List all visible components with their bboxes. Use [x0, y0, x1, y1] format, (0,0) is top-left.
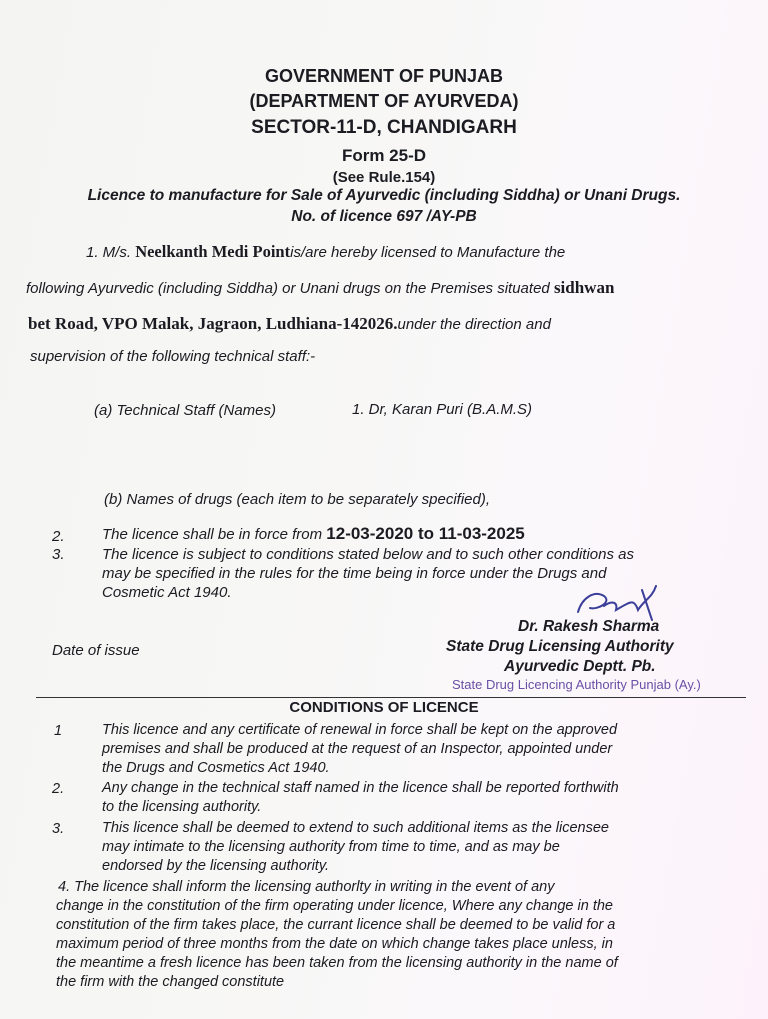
authority-stamp: State Drug Licencing Authority Punjab (Ay.) — [452, 677, 701, 692]
drug-names-label: (b) Names of drugs (each item to be separately specified), — [104, 491, 491, 508]
condition-4-line-5: the meantime a fresh licence has been taken from the licensing authority in the name of — [56, 955, 618, 971]
condition-2-number: 2. — [52, 781, 65, 797]
para-1-line-1: 1. M/s. Neelkanth Medi Pointis/are hereby licensed to Manufacture the — [86, 242, 566, 261]
condition-1-line-3: the Drugs and Cosmetics Act 1940. — [102, 760, 330, 776]
conditions-divider — [36, 697, 746, 698]
technical-staff-name: 1. Dr, Karan Puri (B.A.M.S) — [352, 401, 533, 418]
signatory-name: Dr. Rakesh Sharma — [518, 618, 660, 635]
condition-3-line-2: may intimate to the licensing authority from time to time, and as may be — [102, 839, 560, 855]
para-3-line-2: may be specified in the rules for the time being in force under the Drugs and — [102, 565, 607, 582]
address-part-1: sidhwan — [553, 278, 615, 297]
condition-1-line-1: This licence and any certificate of renewal in force shall be kept on the approved — [102, 722, 618, 738]
validity-dates: 12-03-2020 to 11-03-2025 — [326, 524, 525, 543]
date-of-issue-label: Date of issue — [52, 642, 140, 659]
signatory-department: Ayurvedic Deptt. Pb. — [504, 658, 656, 675]
condition-4-line-3: constitution of the firm takes place, the currant licence shall be deemed to be valid for a — [56, 917, 616, 933]
condition-2-line-1: Any change in the technical staff named in the licence shall be reported forthwith — [102, 780, 619, 796]
para-3-number: 3. — [52, 546, 65, 563]
para-2-number: 2. — [52, 528, 65, 545]
condition-3-line-1: This licence shall be deemed to extend to such additional items as the licensee — [102, 820, 609, 836]
condition-1-number: 1 — [54, 723, 63, 739]
condition-4-line-2: change in the constitution of the firm operating under licence, Where any change in the — [56, 898, 613, 914]
technical-staff-label: (a) Technical Staff (Names) — [94, 402, 277, 419]
condition-2-line-2: to the licensing authority. — [102, 799, 262, 815]
para-1-line-3: bet Road, VPO Malak, Jagraon, Ludhiana-142026.under the direction and — [28, 314, 551, 333]
condition-1-line-2: premises and shall be produced at the request of an Inspector, appointed under — [102, 741, 613, 757]
para-1-line-4: supervision of the following technical staff:- — [30, 348, 316, 365]
header-address: SECTOR-11-D, CHANDIGARH — [251, 117, 517, 138]
condition-4-line-4: maximum period of three months from the date on which change takes place unless, in — [56, 936, 613, 952]
para-1-line-2: following Ayurvedic (including Siddha) or Unani drugs on the Premises situated sidhwan — [26, 278, 615, 297]
licence-title: Licence to manufacture for Sale of Ayurvedic (including Siddha) or Unani Drugs. — [87, 187, 681, 204]
header-department: (DEPARTMENT OF AYURVEDA) — [249, 91, 519, 111]
conditions-heading: CONDITIONS OF LICENCE — [289, 699, 479, 716]
form-number: Form 25-D — [341, 146, 427, 165]
see-rule: (See Rule.154) — [332, 169, 436, 186]
condition-3-line-3: endorsed by the licensing authority. — [102, 858, 330, 874]
condition-4-line-6: the firm with the changed constitute — [56, 974, 285, 990]
signatory-title: State Drug Licensing Authority — [446, 638, 674, 655]
condition-4-line-1: 4. The licence shall inform the licensing authorlty in writing in the event of any — [58, 879, 555, 895]
address-part-2: bet Road, VPO Malak, Jagraon, Ludhiana-142026. — [28, 314, 398, 333]
para-3-line-3: Cosmetic Act 1940. — [102, 584, 232, 601]
firm-name: Neelkanth Medi Point — [135, 242, 291, 261]
para-3-line-1: The licence is subject to conditions stated below and to such other conditions as — [102, 546, 634, 563]
licence-number: No. of licence 697 /AY-PB — [291, 208, 477, 225]
header-government: GOVERNMENT OF PUNJAB — [264, 66, 504, 86]
condition-3-number: 3. — [52, 821, 65, 837]
para-2: The licence shall be in force from 12-03-2020 to 11-03-2025 — [102, 524, 525, 543]
